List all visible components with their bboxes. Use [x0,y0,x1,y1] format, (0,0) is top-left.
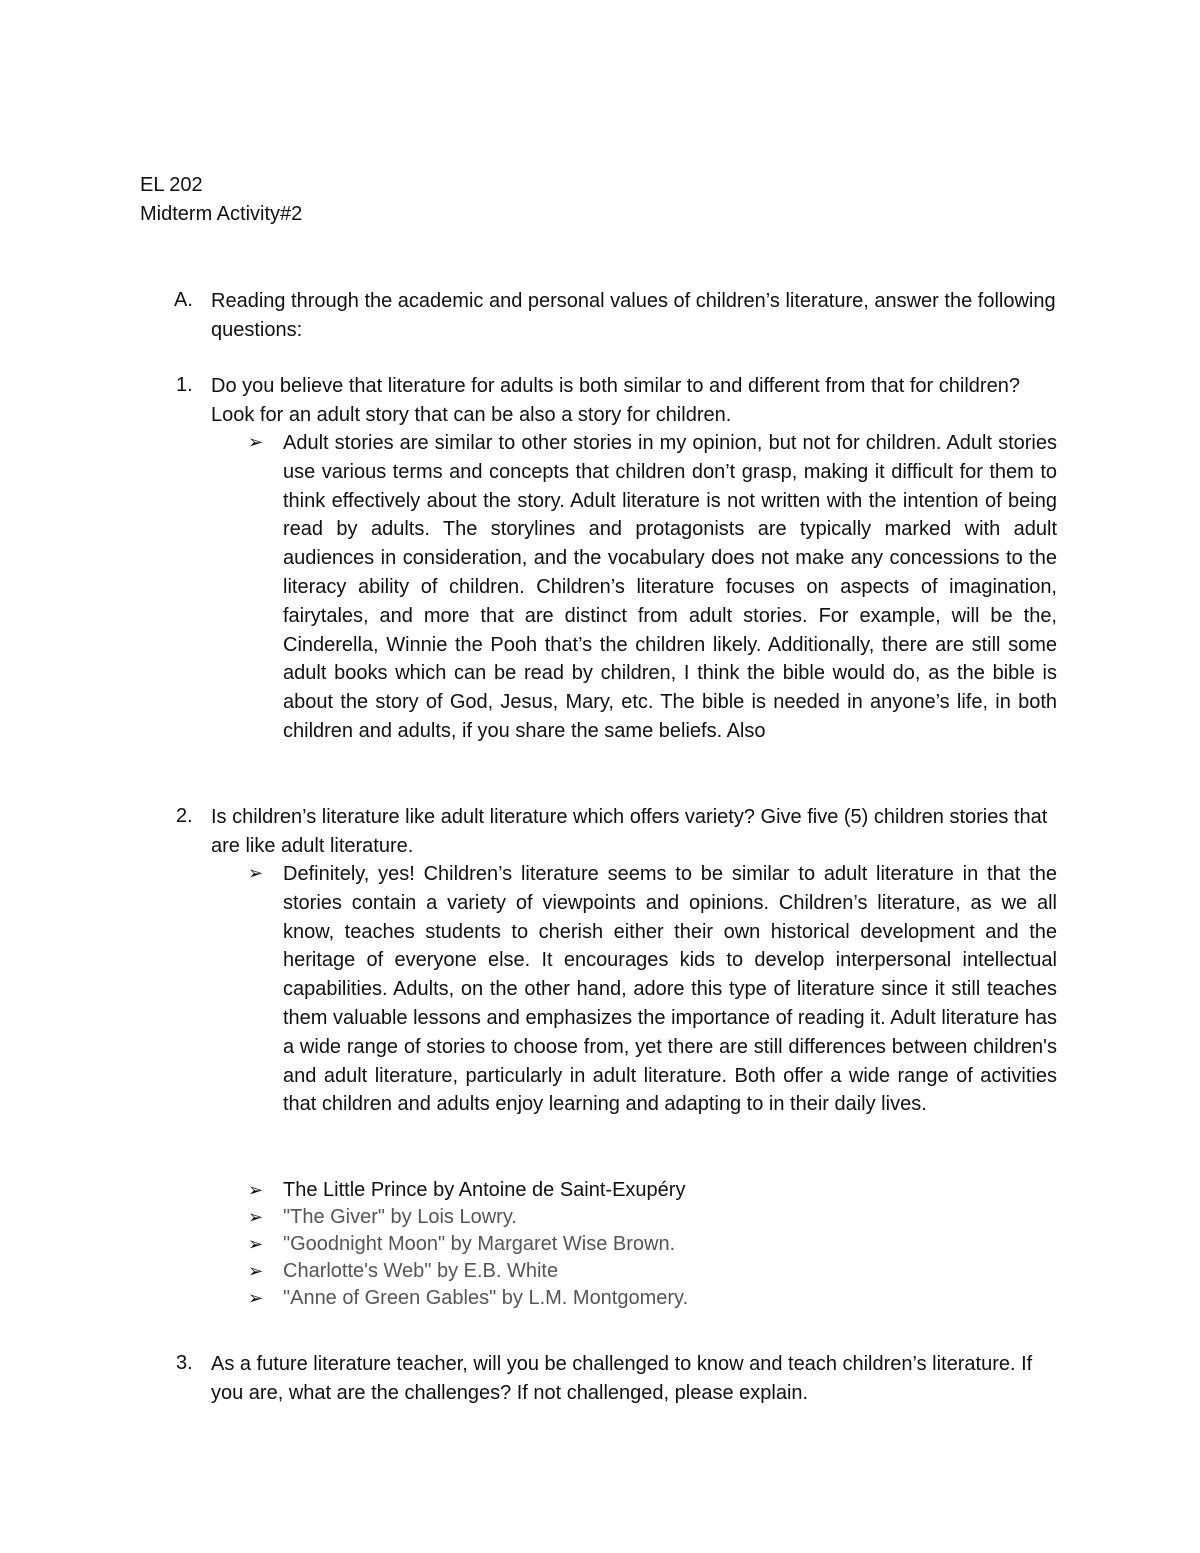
bullet-arrow-icon: ➢ [248,863,264,884]
book-list-item: "Goodnight Moon" by Margaret Wise Brown. [283,1233,676,1255]
course-code: EL 202 [140,174,203,196]
section-instructions: Reading through the academic and personal values of children’s literature, answer the following questions: [211,290,1056,341]
bullet-arrow-icon: ➢ [248,432,264,453]
bullet-arrow-icon: ➢ [248,1261,264,1282]
question-3-number: 3. [176,1352,193,1374]
section-letter: A. [174,289,193,311]
answer-2: Definitely, yes! Children’s literature seems to be similar to adult literature in that the stories contain a variety of viewpoints and opinions. Children’s literature, as we all know, teaches students to cherish either their own historical development and the heritage of everyone else. It encourages kids to develop interpersonal intellectual capabilities. Adults, on the other hand, adore this type of literature since it still teaches them valuable lessons and emphasizes the importance of reading it. Adult literature has a wide range of stories to choose from, yet there are still differences between children's and adult literature, particularly in adult literature. Both offer a wide range of activities that children and adults enjoy learning and adapting to in their daily lives. [283,863,1057,1116]
question-2-number: 2. [176,805,193,827]
question-1-number: 1. [176,374,193,396]
book-list-item: "The Giver" by Lois Lowry. [283,1206,517,1228]
answer-1: Adult stories are similar to other stories in my opinion, but not for children. Adult stories use various terms and concepts that children don’t grasp, making it difficult for them to think effectively about the story. Adult literature is not written with the intention of being read by adults. The storylines and protagonists are typically marked with adult audiences in consideration, and the vocabulary does not make any concessions to the literacy ability of children. Children’s literature focuses on aspects of imagination, fairytales, and more that are distinct from adult stories. For example, will be the, Cinderella, Winnie the Pooh that’s the children likely. Additionally, there are still some adult books which can be read by children, I think the bible would do, as the bible is about the story of God, Jesus, Mary, etc. The bible is needed in anyone’s life, in both children and adults, if you share the same beliefs. Also [283,432,1057,742]
book-list-item: Charlotte's Web" by E.B. White [283,1260,559,1282]
activity-title: Midterm Activity#2 [140,203,303,225]
question-2-text: Is children’s literature like adult literature which offers variety? Give five (5) children stories that are like adult literature. [211,806,1048,857]
bullet-arrow-icon: ➢ [248,1288,264,1309]
bullet-arrow-icon: ➢ [248,1207,264,1228]
question-1-text: Do you believe that literature for adults is both similar to and different from that for children? Look for an adult story that can be also a story for children. [211,375,1020,426]
book-list-item: The Little Prince by Antoine de Saint-Exupéry [283,1179,686,1201]
bullet-arrow-icon: ➢ [248,1234,264,1255]
book-list-item: "Anne of Green Gables" by L.M. Montgomery. [283,1287,689,1309]
bullet-arrow-icon: ➢ [248,1180,264,1201]
question-3-text: As a future literature teacher, will you be challenged to know and teach children’s literature. If you are, what are the challenges? If not challenged, please explain. [211,1353,1033,1404]
